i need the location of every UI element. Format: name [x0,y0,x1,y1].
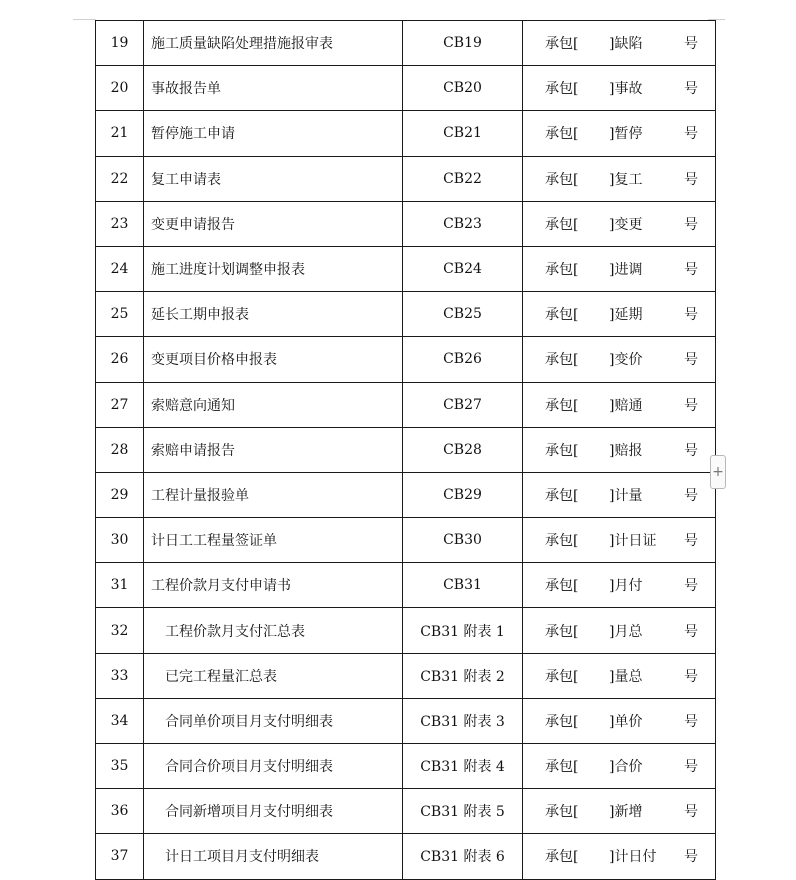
format-type: ]复工 [609,171,643,188]
doc-number-format [523,427,716,472]
format-prefix: 承包[ [545,81,579,98]
plus-icon: + [712,464,724,480]
format-suffix: 号 [684,487,698,504]
table-row [96,21,716,66]
form-name: 索赔意向通知 [144,382,403,427]
form-name: 施工进度计划调整申报表 [144,246,403,291]
doc-number-format [523,472,716,517]
form-name: 工程价款月支付汇总表 [144,608,403,653]
format-type: ]月总 [609,623,643,640]
table-row [96,156,716,201]
form-code: CB31 附表 6 [403,834,523,879]
table-row [96,744,716,789]
form-code: CB20 [403,66,523,111]
row-number: 24 [96,246,144,291]
doc-number-format [523,698,716,743]
form-name: 工程计量报验单 [144,472,403,517]
format-prefix: 承包[ [545,487,579,504]
form-code: CB26 [403,337,523,382]
form-code: CB19 [403,21,523,66]
doc-number-format [523,608,716,653]
doc-number-format [523,789,716,834]
table-row [96,66,716,111]
doc-number-format [523,744,716,789]
format-type: ]计量 [609,487,643,504]
format-prefix: 承包[ [545,307,579,324]
form-name: 计日工项目月支付明细表 [144,834,403,879]
format-prefix: 承包[ [545,126,579,143]
form-code: CB31 附表 4 [403,744,523,789]
form-code: CB22 [403,156,523,201]
form-name: 施工质量缺陷处理措施报审表 [144,21,403,66]
row-number: 21 [96,111,144,156]
doc-number-format [523,563,716,608]
format-type: ]计日证 [609,533,657,550]
form-list-table [95,20,716,880]
table-row [96,292,716,337]
format-suffix: 号 [684,352,698,369]
form-code: CB21 [403,111,523,156]
format-type: ]计日付 [609,849,657,866]
form-code: CB27 [403,382,523,427]
form-name: 暂停施工申请 [144,111,403,156]
format-suffix: 号 [684,849,698,866]
format-suffix: 号 [684,668,698,685]
row-number: 34 [96,698,144,743]
format-prefix: 承包[ [545,216,579,233]
row-number: 27 [96,382,144,427]
format-type: ]变更 [609,216,643,233]
row-number: 37 [96,834,144,879]
format-type: ]赔通 [609,397,643,414]
format-prefix: 承包[ [545,849,579,866]
form-code: CB31 附表 2 [403,653,523,698]
format-suffix: 号 [684,216,698,233]
format-type: ]量总 [609,668,643,685]
row-number: 20 [96,66,144,111]
form-name: 索赔申请报告 [144,427,403,472]
format-prefix: 承包[ [545,36,579,53]
form-name: 工程价款月支付申请书 [144,563,403,608]
form-code: CB31 附表 5 [403,789,523,834]
table-row [96,653,716,698]
doc-number-format [523,518,716,563]
format-suffix: 号 [684,81,698,98]
form-name: 计日工工程量签证单 [144,518,403,563]
form-name: 变更项目价格申报表 [144,337,403,382]
table-row [96,111,716,156]
add-row-button[interactable] [710,455,726,489]
table-row [96,427,716,472]
format-suffix: 号 [684,759,698,776]
doc-number-format [523,337,716,382]
table-row [96,246,716,291]
doc-number-format [523,246,716,291]
doc-number-format [523,382,716,427]
format-suffix: 号 [684,126,698,143]
format-prefix: 承包[ [545,442,579,459]
doc-number-format [523,653,716,698]
table-row [96,201,716,246]
format-prefix: 承包[ [545,804,579,821]
format-prefix: 承包[ [545,759,579,776]
format-suffix: 号 [684,533,698,550]
form-code: CB30 [403,518,523,563]
format-type: ]事故 [609,81,643,98]
form-name: 合同新增项目月支付明细表 [144,789,403,834]
row-number: 31 [96,563,144,608]
table-row [96,789,716,834]
format-suffix: 号 [684,804,698,821]
row-number: 35 [96,744,144,789]
format-suffix: 号 [684,578,698,595]
doc-number-format [523,156,716,201]
form-name: 合同单价项目月支付明细表 [144,698,403,743]
form-code: CB31 [403,563,523,608]
format-type: ]单价 [609,713,643,730]
form-code: CB24 [403,246,523,291]
format-type: ]赔报 [609,442,643,459]
format-suffix: 号 [684,623,698,640]
doc-number-format [523,834,716,879]
row-number: 33 [96,653,144,698]
doc-number-format [523,292,716,337]
format-type: ]进调 [609,262,643,279]
form-name: 已完工程量汇总表 [144,653,403,698]
format-prefix: 承包[ [545,352,579,369]
format-type: ]月付 [609,578,643,595]
page-corner-guide [73,19,96,20]
format-type: ]缺陷 [609,36,643,53]
row-number: 36 [96,789,144,834]
format-prefix: 承包[ [545,668,579,685]
format-suffix: 号 [684,397,698,414]
doc-number-format [523,66,716,111]
format-type: ]延期 [609,307,643,324]
row-number: 28 [96,427,144,472]
format-prefix: 承包[ [545,623,579,640]
format-prefix: 承包[ [545,578,579,595]
form-name: 事故报告单 [144,66,403,111]
format-suffix: 号 [684,171,698,188]
table-row [96,563,716,608]
format-suffix: 号 [684,713,698,730]
row-number: 30 [96,518,144,563]
format-suffix: 号 [684,307,698,324]
table-row [96,698,716,743]
row-number: 25 [96,292,144,337]
format-type: ]合价 [609,759,643,776]
doc-number-format [523,201,716,246]
form-code: CB23 [403,201,523,246]
row-number: 29 [96,472,144,517]
format-prefix: 承包[ [545,262,579,279]
form-code: CB31 附表 3 [403,698,523,743]
row-number: 23 [96,201,144,246]
form-code: CB31 附表 1 [403,608,523,653]
table-row [96,608,716,653]
form-name: 变更申请报告 [144,201,403,246]
format-suffix: 号 [684,262,698,279]
format-prefix: 承包[ [545,397,579,414]
row-number: 19 [96,21,144,66]
row-number: 32 [96,608,144,653]
format-prefix: 承包[ [545,533,579,550]
doc-number-format [523,21,716,66]
row-number: 26 [96,337,144,382]
form-name: 延长工期申报表 [144,292,403,337]
format-suffix: 号 [684,36,698,53]
format-prefix: 承包[ [545,171,579,188]
format-suffix: 号 [684,442,698,459]
form-code: CB28 [403,427,523,472]
table-row [96,337,716,382]
format-type: ]暂停 [609,126,643,143]
form-code: CB29 [403,472,523,517]
form-name: 合同合价项目月支付明细表 [144,744,403,789]
doc-number-format [523,111,716,156]
table-row [96,834,716,879]
format-type: ]新增 [609,804,643,821]
row-number: 22 [96,156,144,201]
table-row [96,472,716,517]
format-type: ]变价 [609,352,643,369]
table-row [96,518,716,563]
form-code: CB25 [403,292,523,337]
format-prefix: 承包[ [545,713,579,730]
form-list-body [96,21,716,880]
form-name: 复工申请表 [144,156,403,201]
table-row [96,382,716,427]
